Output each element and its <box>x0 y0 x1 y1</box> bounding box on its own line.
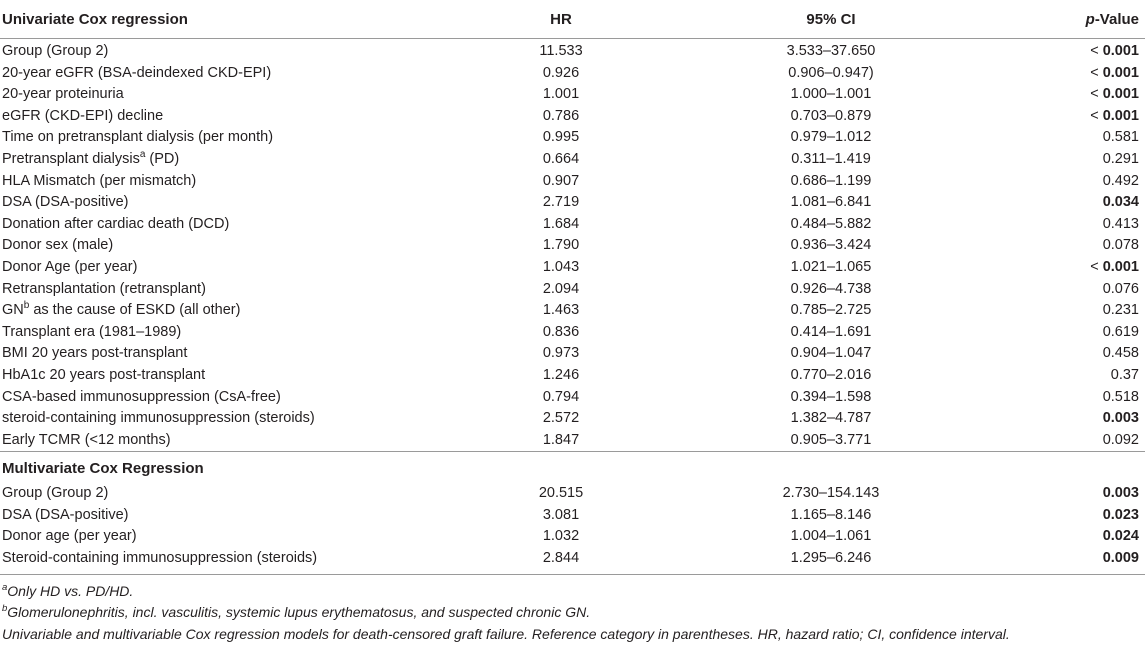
header-p-rest: -Value <box>1094 10 1139 28</box>
p-value-prefix: < <box>1090 107 1103 124</box>
table-row <box>0 257 1145 279</box>
footnote-b <box>2 602 1145 624</box>
row-p-value <box>980 235 1145 257</box>
row-label: Time on pretransplant dialysis (per month) <box>2 129 274 146</box>
row-ci: 0.414–1.691 <box>790 323 872 340</box>
row-p-value <box>980 408 1145 430</box>
table-row <box>0 106 1145 128</box>
footnote-marker: a <box>139 148 146 160</box>
row-p-value <box>980 106 1145 128</box>
row-label: eGFR (CKD-EPI) decline <box>2 107 164 124</box>
row-ci: 1.165–8.146 <box>790 506 872 523</box>
row-hr: 1.463 <box>542 302 580 319</box>
row-label: Group (Group 2) <box>2 43 109 59</box>
row-ci: 1.021–1.065 <box>790 258 872 275</box>
row-ci: 0.311–1.419 <box>791 150 871 167</box>
row-label <box>0 300 440 322</box>
row-ci: 0.785–2.725 <box>790 302 872 319</box>
row-label: 20-year proteinuria <box>2 86 124 103</box>
row-p-value <box>980 343 1145 365</box>
row-hr: 0.973 <box>542 345 580 362</box>
row-hr: 1.684 <box>542 215 580 232</box>
row-ci: 0.904–1.047 <box>790 345 872 362</box>
row-p-value <box>980 192 1145 214</box>
table-row <box>0 322 1145 344</box>
row-p-value <box>980 39 1145 63</box>
table-footnotes <box>0 581 1145 646</box>
row-label: HbA1c 20 years post-transplant <box>2 366 206 383</box>
row-ci: 0.906–0.947) <box>788 64 874 81</box>
table-row <box>0 127 1145 149</box>
row-p-value <box>980 84 1145 106</box>
row-label: CSA-based immunosuppression (CsA-free) <box>2 388 281 405</box>
table-row <box>0 84 1145 106</box>
row-p-value <box>980 257 1145 279</box>
p-value-number: 0.413 <box>1102 215 1139 232</box>
row-label: DSA (DSA-positive) <box>2 506 129 523</box>
table-row <box>0 149 1145 171</box>
multivariate-section <box>0 452 1145 574</box>
table-row <box>0 387 1145 409</box>
row-p-value <box>980 63 1145 85</box>
p-value-number: 0.009 <box>1102 550 1139 567</box>
row-hr: 1.246 <box>542 366 580 383</box>
row-hr: 0.907 <box>542 172 580 189</box>
p-value-number: 0.291 <box>1102 150 1139 167</box>
row-hr: 20.515 <box>538 485 584 502</box>
row-label: Early TCMR (<12 months) <box>2 431 171 448</box>
p-value-number: 0.581 <box>1102 129 1139 146</box>
footnote-b-text: Glomerulonephritis, incl. vasculitis, systemic lupus erythematosus, and suspected chronic GN. <box>7 604 591 621</box>
row-p-value <box>980 279 1145 301</box>
p-value-number: 0.024 <box>1102 528 1139 545</box>
p-value-number: 0.003 <box>1102 485 1139 502</box>
p-value-number: 0.001 <box>1102 86 1139 103</box>
p-value-number: 0.076 <box>1102 280 1139 297</box>
row-hr: 0.664 <box>542 150 580 167</box>
header-p-value <box>980 0 1145 39</box>
row-ci: 0.394–1.598 <box>790 388 872 405</box>
row-p-value <box>980 322 1145 344</box>
table-row <box>0 171 1145 193</box>
multivariate-heading-row <box>0 452 1145 484</box>
row-label: Steroid-containing immunosuppression (steroids) <box>0 548 440 574</box>
row-hr: 2.094 <box>542 280 580 297</box>
row-hr: 0.786 <box>542 107 580 124</box>
row-hr: 1.032 <box>542 528 580 545</box>
table-row <box>0 63 1145 85</box>
p-value-prefix: < <box>1090 43 1103 59</box>
row-ci: 0.936–3.424 <box>790 237 872 254</box>
row-hr: 0.926 <box>542 64 580 81</box>
table-caption: Univariable and multivariable Cox regression models for death-censored graft failure. Reference category in parentheses. HR, hazard ratio; CI, confidence interval. <box>2 625 1010 642</box>
table-row <box>0 548 1145 574</box>
row-label-suffix: (PD) <box>145 150 180 167</box>
row-hr: 0.995 <box>542 129 580 146</box>
row-hr: 2.719 <box>542 194 580 211</box>
p-value-number: 0.458 <box>1102 345 1139 362</box>
row-ci: 3.533–37.650 <box>786 43 876 59</box>
footnote-a-text: Only HD vs. PD/HD. <box>7 582 134 599</box>
row-label: Donor Age (per year) <box>2 258 138 275</box>
p-value-number: 0.034 <box>1102 194 1139 211</box>
row-label <box>0 149 440 171</box>
p-value-number: 0.023 <box>1102 506 1139 523</box>
univariate-section <box>0 39 1145 452</box>
header-p-italic: p <box>1085 10 1095 28</box>
row-label: 20-year eGFR (BSA-deindexed CKD-EPI) <box>2 64 272 81</box>
table-row <box>0 192 1145 214</box>
row-p-value <box>980 171 1145 193</box>
p-value-number: 0.001 <box>1102 258 1139 275</box>
header-hr: HR <box>440 0 680 39</box>
table-row <box>0 505 1145 527</box>
footnote-marker: b <box>23 300 30 312</box>
row-ci: 1.295–6.246 <box>680 548 980 574</box>
row-p-value <box>980 430 1145 452</box>
row-ci: 1.081–6.841 <box>790 194 872 211</box>
footnote-b-mark: b <box>2 603 8 615</box>
p-value-number: 0.37 <box>1110 366 1139 383</box>
row-ci: 2.730–154.143 <box>782 485 880 502</box>
table-row <box>0 430 1145 452</box>
table-row <box>0 279 1145 301</box>
row-ci: 0.770–2.016 <box>790 366 872 383</box>
row-ci: 1.004–1.061 <box>790 528 872 545</box>
row-p-value <box>980 127 1145 149</box>
row-p-value <box>980 483 1145 505</box>
row-label: Donation after cardiac death (DCD) <box>2 215 230 232</box>
row-hr: 1.790 <box>542 237 580 254</box>
row-p-value <box>980 548 1145 574</box>
table-row <box>0 408 1145 430</box>
row-hr: 1.043 <box>542 258 580 275</box>
row-label: Donor sex (male) <box>2 237 114 254</box>
row-hr: 0.836 <box>542 323 580 340</box>
header-ci: 95% CI <box>680 0 980 39</box>
row-hr: 2.844 <box>440 548 680 574</box>
row-ci: 1.382–4.787 <box>790 410 872 427</box>
row-label-text: Pretransplant dialysis <box>2 150 140 167</box>
p-value-number: 0.492 <box>1102 172 1139 189</box>
row-ci: 0.686–1.199 <box>790 172 872 189</box>
row-label: BMI 20 years post-transplant <box>2 345 188 362</box>
row-hr: 1.847 <box>542 431 580 448</box>
row-hr: 11.533 <box>539 43 583 59</box>
row-ci: 0.484–5.882 <box>790 215 872 232</box>
row-label: DSA (DSA-positive) <box>2 194 129 211</box>
row-p-value <box>980 365 1145 387</box>
row-p-value <box>980 149 1145 171</box>
row-label: HLA Mismatch (per mismatch) <box>2 172 197 189</box>
p-value-number: 0.001 <box>1102 107 1139 124</box>
p-value-number: 0.092 <box>1102 431 1139 448</box>
row-label: Retransplantation (retransplant) <box>2 280 206 297</box>
p-value-prefix: < <box>1090 64 1103 81</box>
row-hr: 3.081 <box>542 506 580 523</box>
row-label: Transplant era (1981–1989) <box>2 323 182 340</box>
row-p-value <box>980 526 1145 548</box>
table-row <box>0 214 1145 236</box>
row-ci: 0.905–3.771 <box>790 431 872 448</box>
p-value-number: 0.003 <box>1102 410 1139 427</box>
row-ci: 0.703–0.879 <box>790 107 872 124</box>
multivariate-heading: Multivariate Cox Regression <box>0 452 1145 484</box>
p-value-number: 0.001 <box>1102 43 1139 59</box>
row-hr: 0.794 <box>542 388 580 405</box>
p-value-number: 0.619 <box>1102 323 1139 340</box>
p-value-number: 0.078 <box>1102 237 1139 254</box>
row-label: Group (Group 2) <box>2 485 109 502</box>
row-ci: 1.000–1.001 <box>790 86 872 103</box>
table-row <box>0 343 1145 365</box>
p-value-number: 0.518 <box>1102 388 1139 405</box>
table-row <box>0 39 1145 63</box>
table-header-row <box>0 0 1145 39</box>
p-value-prefix: < <box>1090 86 1103 103</box>
p-value-number: 0.231 <box>1102 302 1139 319</box>
footnote-a-mark: a <box>2 581 8 593</box>
row-label: steroid-containing immunosuppression (steroids) <box>2 410 315 427</box>
row-ci: 0.979–1.012 <box>790 129 872 146</box>
row-label-suffix: as the cause of ESKD (all other) <box>29 302 241 319</box>
table-row <box>0 483 1145 505</box>
row-p-value <box>980 387 1145 409</box>
row-label-text: GN <box>2 302 24 319</box>
row-ci: 0.926–4.738 <box>790 280 872 297</box>
row-p-value <box>980 505 1145 527</box>
table-row <box>0 365 1145 387</box>
table-row <box>0 526 1145 548</box>
footnote-a <box>2 581 1145 603</box>
row-hr: 1.001 <box>542 86 580 103</box>
table-row <box>0 235 1145 257</box>
table-row <box>0 300 1145 322</box>
row-hr: 2.572 <box>542 410 580 427</box>
header-variable: Univariate Cox regression <box>0 0 440 39</box>
row-p-value <box>980 214 1145 236</box>
row-label: Donor age (per year) <box>2 528 137 545</box>
p-value-number: 0.001 <box>1102 64 1139 81</box>
row-p-value <box>980 300 1145 322</box>
p-value-prefix: < <box>1090 258 1103 275</box>
